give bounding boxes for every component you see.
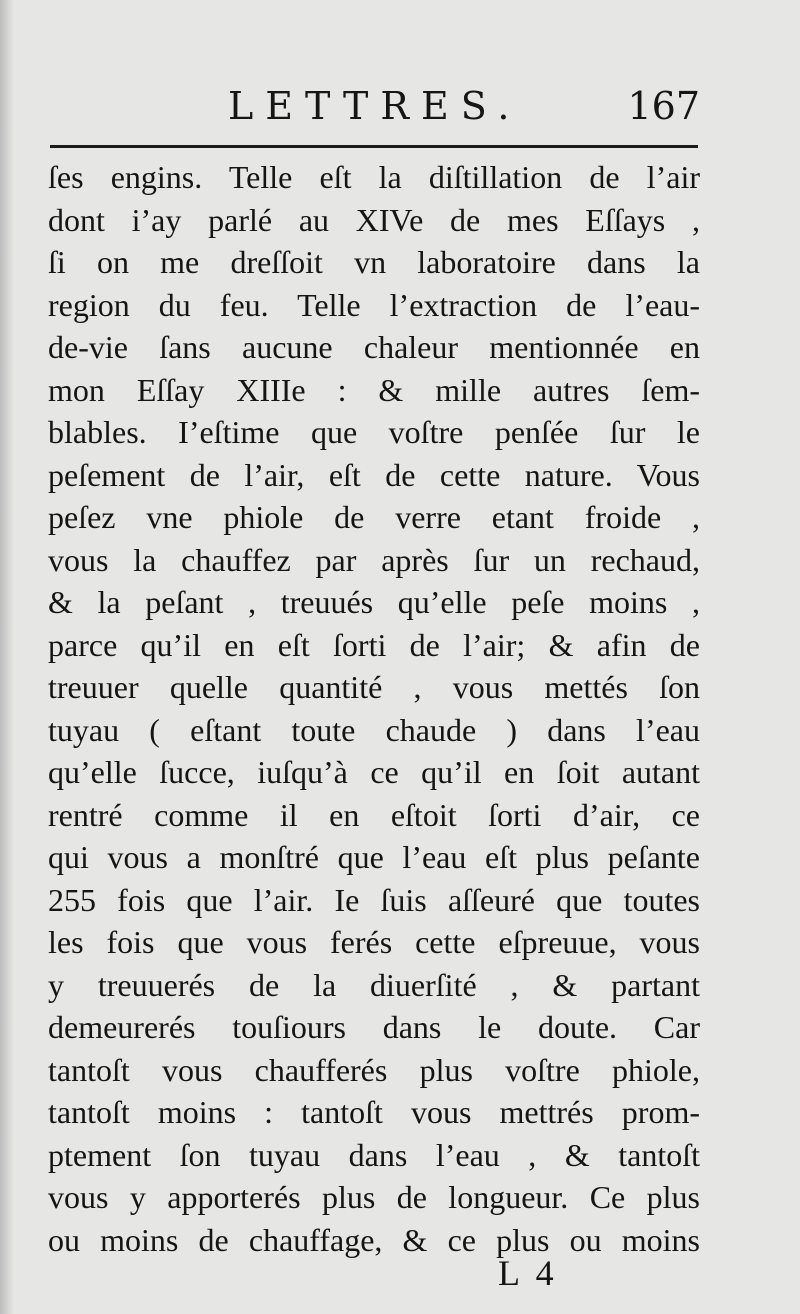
text-line: ptement ſon tuyau dans l’eau , & tantoſt [48, 1136, 700, 1173]
text-line: region du feu. Telle l’extraction de l’eau- [48, 286, 700, 323]
text-line: blables. I’eſtime que voſtre penſée ſur le [48, 414, 700, 450]
text-line: tantoſt vous chaufferés plus voſtre phiole, [48, 1051, 700, 1088]
text-line: tuyau ( eſtant toute chaude ) dans l’eau [48, 711, 700, 748]
header-rule [50, 145, 698, 148]
running-title: LETTRES. [228, 84, 522, 128]
text-line: les fois que vous ferés cette eſpreuue, vous [48, 924, 700, 960]
signature-mark: L 4 [498, 1253, 558, 1293]
page-number: 167 [627, 84, 700, 128]
page-gutter-shadow [0, 0, 14, 1314]
text-line: qu’elle ſucce, iuſqu’à ce qu’il en ſoit autant [48, 754, 700, 790]
text-line: qui vous a monſtré que l’eau eſt plus peſante [48, 839, 700, 875]
text-line: ſi on me dreſſoit vn laboratoire dans la [48, 244, 700, 280]
text-line: peſez vne phiole de verre etant froide , [48, 499, 700, 535]
text-line: ou moins de chauffage, & ce plus ou moins [48, 1221, 700, 1258]
body-text [48, 156, 700, 1261]
text-line: ſes engins. Telle eſt la diſtillation de l’air [48, 159, 700, 195]
text-line: 255 fois que l’air. Ie ſuis aſſeuré que toutes [48, 881, 700, 918]
text-line: mon Eſſay XIIIe : & mille autres ſem- [48, 371, 700, 408]
text-line: vous y apporterés plus de longueur. Ce plus [48, 1179, 700, 1215]
text-line: de-vie ſans aucune chaleur mentionnée en [48, 329, 700, 365]
text-line: rentré comme il en eſtoit ſorti d’air, ce [48, 796, 700, 833]
text-line: treuuer quelle quantité , vous mettés ſon [48, 669, 700, 705]
text-line: parce qu’il en eſt ſorti de l’air; & afin de [48, 626, 700, 663]
text-line: dont i’ay parlé au XIVe de mes Eſſays , [48, 201, 700, 238]
text-line: & la peſant , treuués qu’elle peſe moins , [48, 584, 700, 620]
text-line: y treuuerés de la diuerſité , & partant [48, 966, 700, 1003]
text-line: vous la chauffez par après ſur un rechaud, [48, 541, 700, 578]
text-line: demeurerés touſiours dans le doute. Car [48, 1009, 700, 1045]
text-line: tantoſt moins : tantoſt vous mettrés prom- [48, 1094, 700, 1130]
text-line: peſement de l’air, eſt de cette nature. Vous [48, 456, 700, 493]
running-head [50, 84, 700, 134]
